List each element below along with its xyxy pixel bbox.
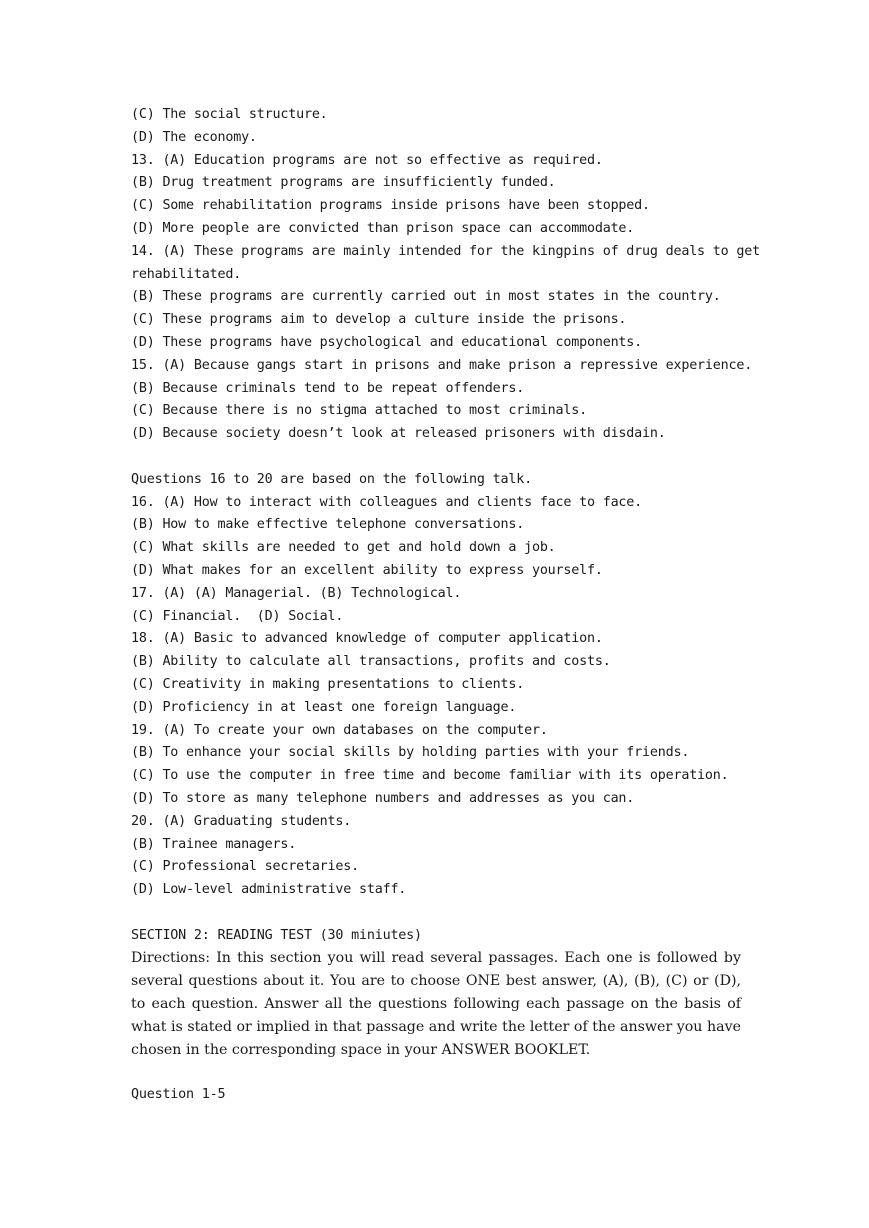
text-line: (B) To enhance your social skills by holding parties with your friends. <box>131 745 690 761</box>
text-line: (B) Because criminals tend to be repeat offenders. <box>131 380 525 396</box>
questions-16-20-block <box>131 469 741 902</box>
blank-line <box>131 1061 741 1084</box>
text-line: (B) These programs are currently carried out in most states in the country. <box>131 289 721 305</box>
document-page <box>131 104 760 1107</box>
text-line: 16. (A) How to interact with colleagues and clients face to face. <box>131 494 643 510</box>
text-line: 14. (A) These programs are mainly intended for the kingpins of drug deals to get <box>131 243 760 259</box>
text-line: 19. (A) To create your own databases on the computer. <box>131 722 548 738</box>
question-heading: Question 1-5 <box>131 1087 226 1103</box>
text-line: 20. (A) Graduating students. <box>131 813 352 829</box>
text-line: (C) Financial. (D) Social. <box>131 608 344 624</box>
text-line: (C) Because there is no stigma attached to most criminals. <box>131 403 587 419</box>
text-line: (C) To use the computer in free time and become familiar with its operation. <box>131 768 729 784</box>
text-line: (D) Low-level administrative staff. <box>131 882 407 898</box>
text-line: (D) To store as many telephone numbers and addresses as you can. <box>131 790 635 806</box>
text-line: (D) Because society doesn’t look at released prisoners with disdain. <box>131 426 666 442</box>
text-line: (B) Drug treatment programs are insufficiently funded. <box>131 175 556 191</box>
text-line: (C) What skills are needed to get and hold down a job. <box>131 540 556 556</box>
text-line: (D) More people are convicted than prison space can accommodate. <box>131 220 635 236</box>
text-line: (C) These programs aim to develop a culture inside the prisons. <box>131 312 627 328</box>
text-line: rehabilitated. <box>131 266 242 282</box>
text-line: Questions 16 to 20 are based on the following talk. <box>131 471 532 487</box>
blank-line <box>131 446 741 469</box>
text-line: (B) How to make effective telephone conversations. <box>131 517 525 533</box>
blank-line <box>131 902 741 925</box>
text-line: 13. (A) Education programs are not so effective as required. <box>131 152 603 168</box>
questions-12-15-block <box>131 104 760 446</box>
directions-paragraph: Directions: In this section you will read several passages. Each one is followed by several questions about it. You are to choose ONE best answer, (A), (B), (C) or (D), to each question. Answer all the questions following each passage on the basis of what is stated or implied in that passage and write the letter of the answer you have chosen in the corresponding space in your ANSWER BOOKLET. <box>131 950 741 1058</box>
text-line: (D) Proficiency in at least one foreign language. <box>131 699 517 715</box>
text-line: 17. (A) (A) Managerial. (B) Technological. <box>131 585 462 601</box>
text-line: (C) Creativity in making presentations to clients. <box>131 676 525 692</box>
text-line: (B) Ability to calculate all transactions, profits and costs. <box>131 654 611 670</box>
text-line: 15. (A) Because gangs start in prisons and make prison a repressive experience. <box>131 357 753 373</box>
text-line: 18. (A) Basic to advanced knowledge of computer application. <box>131 631 603 647</box>
text-line: (C) Some rehabilitation programs inside prisons have been stopped. <box>131 198 650 214</box>
text-line: (D) These programs have psychological and educational components. <box>131 334 643 350</box>
section-title: SECTION 2: READING TEST (30 miniutes) <box>131 927 422 943</box>
text-line: (B) Trainee managers. <box>131 836 297 852</box>
text-line: (D) The economy. <box>131 129 257 145</box>
text-line: (C) Professional secretaries. <box>131 859 359 875</box>
text-line: (C) The social structure. <box>131 107 328 122</box>
text-line: (D) What makes for an excellent ability to express yourself. <box>131 562 603 578</box>
